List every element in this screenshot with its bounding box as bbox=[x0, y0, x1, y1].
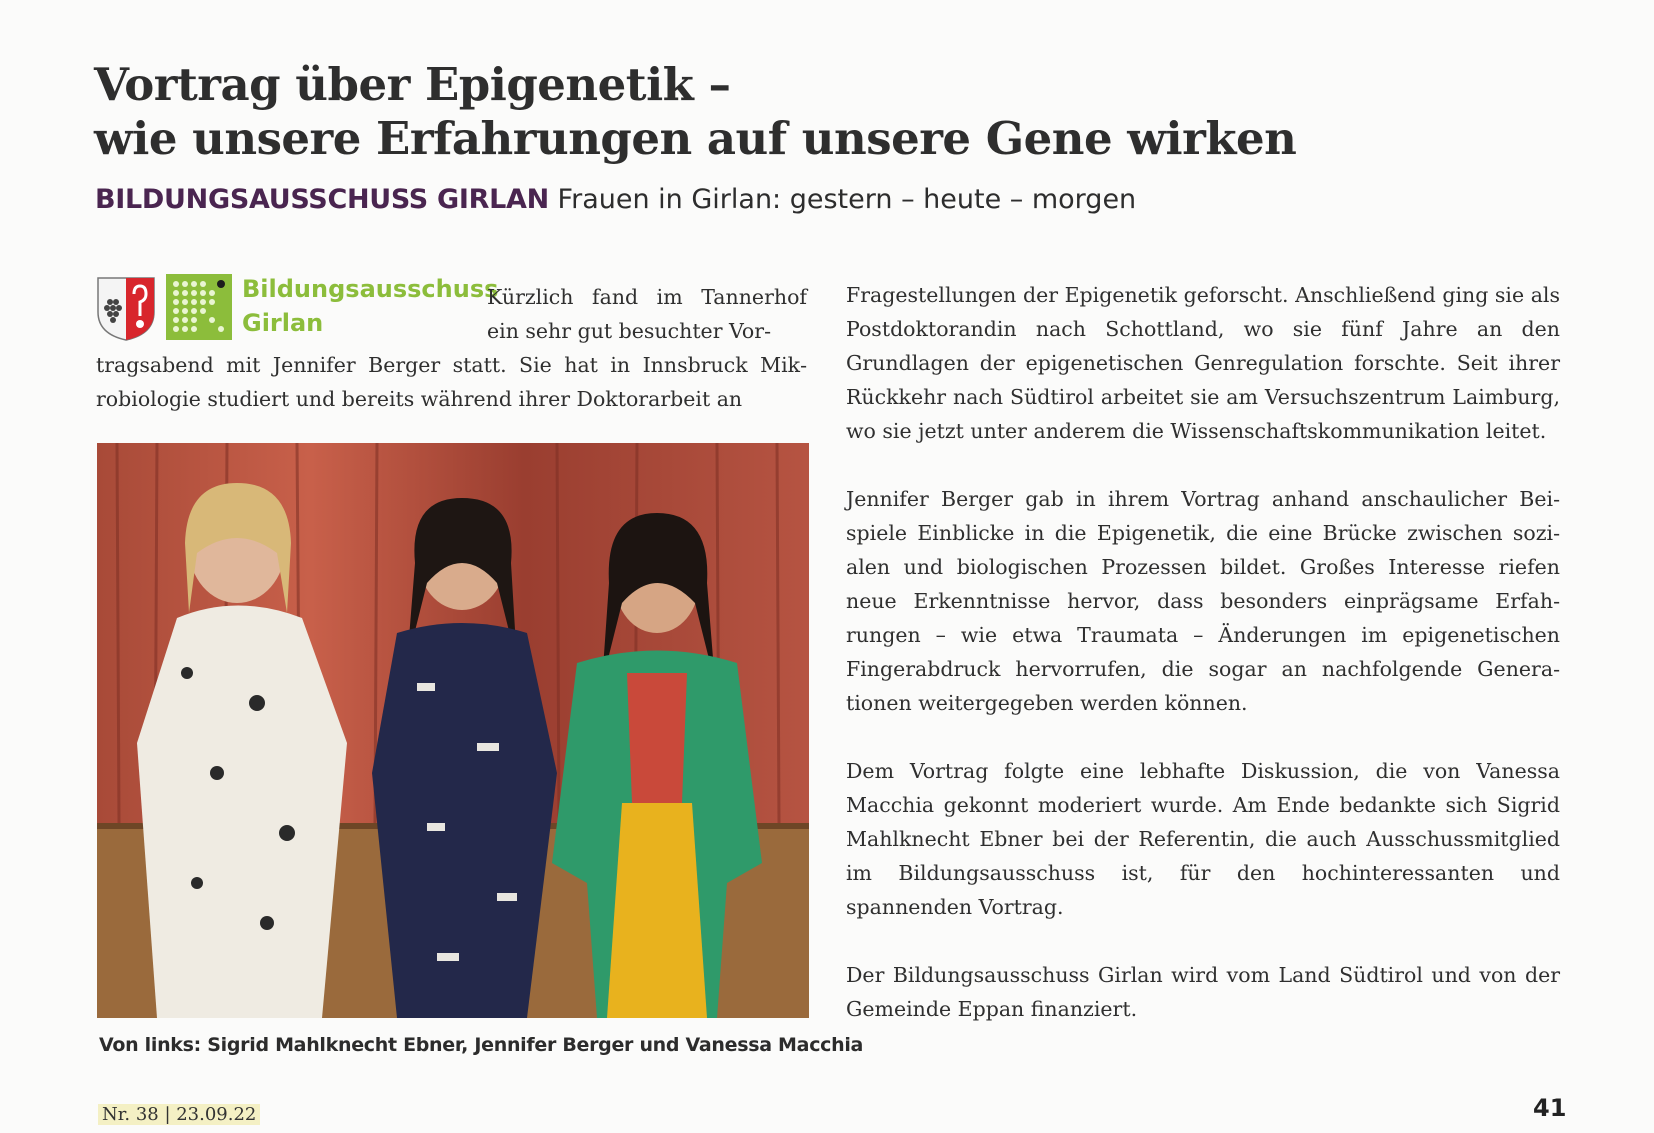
paragraph-discussion: Dem Vortrag folgte eine lebhafte Diskussion, die von Vanessa Macchia gekonnt moderiert wurde. Am Ende bedankte sich Sigrid Mahlknecht Ebner bei der Referentin, die auch Ausschussmitglied im Bildungsausschuss ist, für den hochinteressanten und spannenden Vortrag. bbox=[846, 759, 1560, 919]
article-title bbox=[94, 58, 1594, 166]
series-topic: Frauen in Girlan: gestern – heute – morgen bbox=[557, 184, 1137, 215]
issue-info: Nr. 38 | 23.09.22 bbox=[98, 1104, 260, 1125]
organization-name: BILDUNGSAUSSCHUSS GIRLAN bbox=[95, 184, 549, 215]
paragraph-research: Fragestellungen der Epigenetik geforscht. Anschließend ging sie als Postdoktorandin nach Schottland, wo sie fünf Jahre an den Grundlagen der epigenetischen Genregulation forschte. Seit ihrer Rückkehr nach Südtirol arbeitet sie am Versuchszentrum Laimburg, wo sie jetzt unter anderem die Wissenschaftskommunikation leitet. bbox=[846, 283, 1560, 443]
photo-caption: Von links: Sigrid Mahlknecht Ebner, Jennifer Berger und Vanessa Macchia bbox=[99, 1034, 864, 1056]
coat-of-arms-icon bbox=[96, 272, 156, 342]
paragraph-lecture: Jennifer Berger gab in ihrem Vortrag anhand anschaulicher Beispiele Einblicke in die Epigenetik, die eine Brücke zwischen sozialen und biologischen Prozessen bildet. Großes Interesse riefen neue Erkenntnisse hervor, dass besonders einprägsame Erfahrungen – wie etwa Traumata – Änderungen im epigenetischen Fingerabdruck hervorrufen, die sogar an nachfolgende Generationen weitergegeben werden können. bbox=[846, 487, 1560, 715]
organization-logo bbox=[96, 272, 499, 344]
article-subtitle bbox=[95, 184, 1136, 215]
paragraph-funding: Der Bildungsausschuss Girlan wird vom Land Südtirol und von der Gemeinde Eppan finanziert. bbox=[846, 963, 1560, 1021]
dot-matrix-logo-icon bbox=[166, 274, 232, 340]
article-right-column bbox=[846, 278, 1560, 1060]
intro-paragraph-start: Kürzlich fand im Tannerhof ein sehr gut besuchter Vor- bbox=[487, 285, 807, 343]
logo-line-2: Girlan bbox=[242, 309, 324, 337]
logo-wordmark bbox=[242, 272, 498, 340]
group-photo bbox=[97, 443, 809, 1018]
logo-line-1: Bildungsausschuss bbox=[242, 275, 499, 303]
title-line-1: Vortrag über Epigenetik – bbox=[94, 58, 731, 111]
intro-paragraph-continued: tragsabend mit Jennifer Berger statt. Sie hat in Innsbruck Mikrobiologie studiert und bereits während ihrer Doktorarbeit an bbox=[96, 353, 807, 411]
page-number: 41 bbox=[1533, 1094, 1567, 1122]
title-line-2: wie unsere Erfahrungen auf unsere Gene wirken bbox=[94, 112, 1297, 165]
